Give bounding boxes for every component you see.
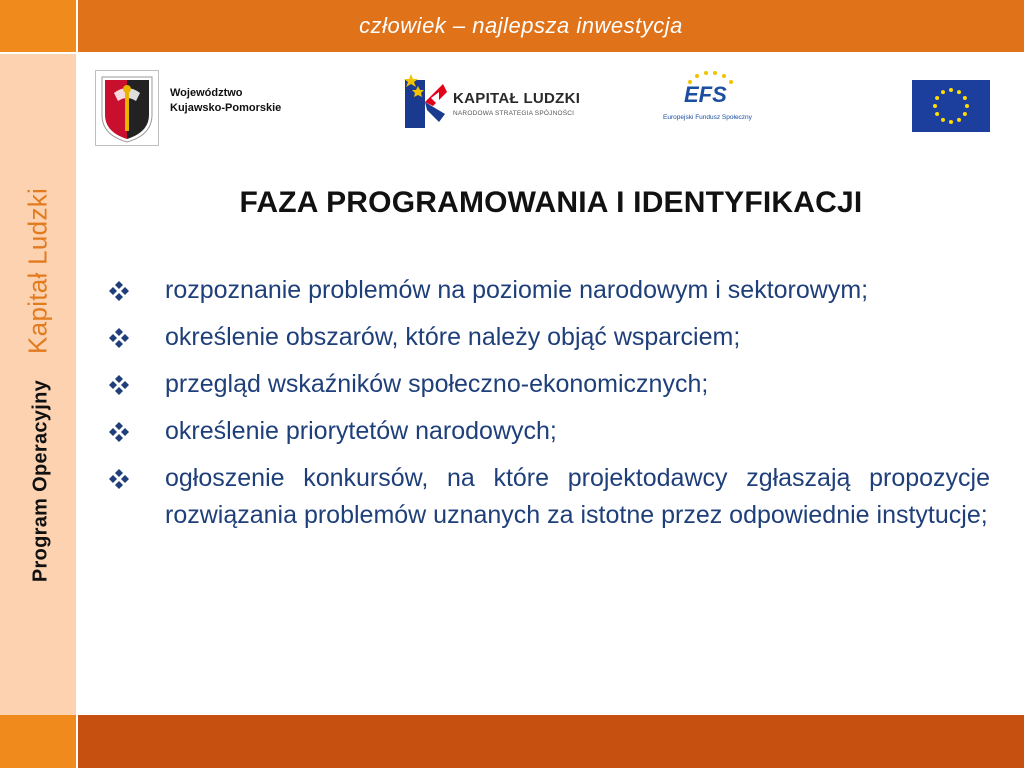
kl-subtitle: NARODOWA STRATEGIA SPÓJNOŚCI: [453, 110, 575, 117]
kl-emblem-icon: [403, 72, 449, 132]
bullet-list: [108, 272, 990, 544]
kl-title: KAPITAŁ LUDZKI: [453, 90, 581, 107]
bullet-item: [108, 413, 990, 450]
bullet-text: ogłoszenie konkursów, na które projektodawcy zgłaszają propozycje rozwiązania problemów uznanych za istotne przez odpowiednie instytucje;: [165, 464, 990, 529]
region-name: [170, 86, 281, 116]
eu-stars-icon: [912, 80, 990, 132]
diamond-bullet-icon: [108, 421, 130, 443]
slide-title: FAZA PROGRAMOWANIA I IDENTYFIKACJI: [239, 186, 863, 219]
efs-title: EFS: [684, 82, 727, 107]
footer-bar: [78, 715, 1024, 768]
sidebar-program-label: Program Operacyjny: [29, 379, 52, 582]
efs-logo: [660, 70, 755, 126]
diamond-bullet-icon: [108, 327, 130, 349]
footer-corner: [0, 715, 76, 768]
region-crest-logo: [95, 70, 159, 146]
region-line-1: Województwo: [170, 87, 243, 99]
bullet-text: przegląd wskaźników społeczno-ekonomicznych;: [165, 370, 709, 398]
bullet-item: [108, 460, 990, 534]
sidebar-brand-label: Kapitał Ludzki: [22, 187, 53, 354]
header-corner: [0, 0, 76, 52]
bullet-text: określenie obszarów, które należy objąć wsparciem;: [165, 323, 741, 351]
bullet-item: [108, 319, 990, 356]
kapital-ludzki-logo: [403, 72, 588, 132]
bullet-item: [108, 366, 990, 403]
header-bar: [78, 0, 1024, 52]
sidebar-divider: [76, 52, 78, 715]
crest-icon: [96, 71, 158, 145]
bullet-text: rozpoznanie problemów na poziomie narodowym i sektorowym;: [165, 276, 869, 304]
sidebar-panel: [0, 54, 76, 715]
bullet-item: [108, 272, 990, 309]
diamond-bullet-icon: [108, 374, 130, 396]
header-slogan: człowiek – najlepsza inwestycja: [359, 13, 683, 38]
region-line-2: Kujawsko-Pomorskie: [170, 102, 282, 114]
diamond-bullet-icon: [108, 468, 130, 490]
eu-flag-logo: [912, 80, 990, 132]
diamond-bullet-icon: [108, 280, 130, 302]
bullet-text: określenie priorytetów narodowych;: [165, 417, 557, 445]
efs-subtitle: Europejski Fundusz Społeczny: [663, 114, 752, 121]
